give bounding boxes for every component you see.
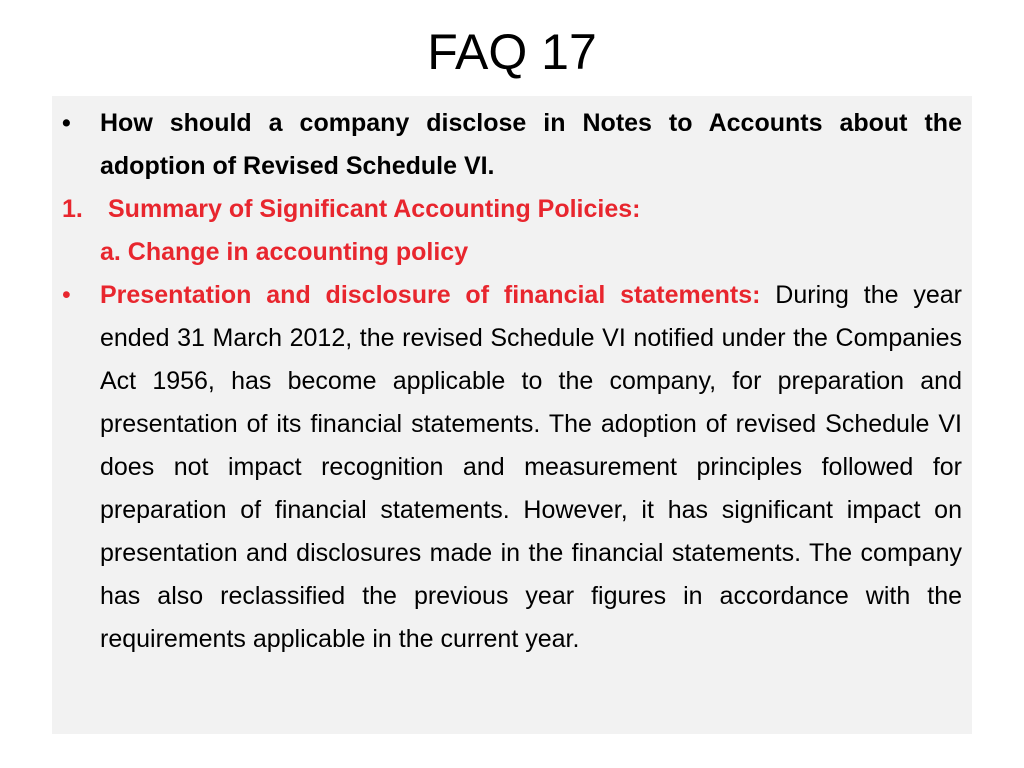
sub-item-text: a. Change in accounting policy bbox=[100, 238, 469, 266]
answer-body: During the year ended 31 March 2012, the revised Schedule VI notified under the Companies Act 1956, has become applicable to the company, for preparation and presentation of its financial statements. The adoption of revised Schedule VI does not impact recognition and measurement principles followed for preparation of financial statements. However, it has significant impact on presentation and disclosures made in the financial statements. The company has also reclassified the previous year figures in accordance with the requirements applicable in the current year. bbox=[100, 281, 962, 653]
bullet-marker: • bbox=[62, 281, 71, 309]
question-text: How should a company disclose in Notes to Accounts about the adoption of Revised Schedule VI. bbox=[100, 109, 962, 180]
question-paragraph bbox=[62, 102, 962, 188]
sub-item bbox=[62, 231, 962, 274]
numbered-item bbox=[62, 188, 962, 231]
content-box bbox=[52, 96, 972, 734]
bullet-marker: • bbox=[62, 109, 71, 137]
answer-heading: Presentation and disclosure of financial statements: bbox=[100, 281, 761, 309]
number-marker: 1. bbox=[62, 195, 83, 223]
answer-paragraph bbox=[62, 274, 962, 661]
numbered-item-text: Summary of Significant Accounting Policies: bbox=[108, 195, 641, 223]
page-title: FAQ 17 bbox=[427, 24, 597, 80]
